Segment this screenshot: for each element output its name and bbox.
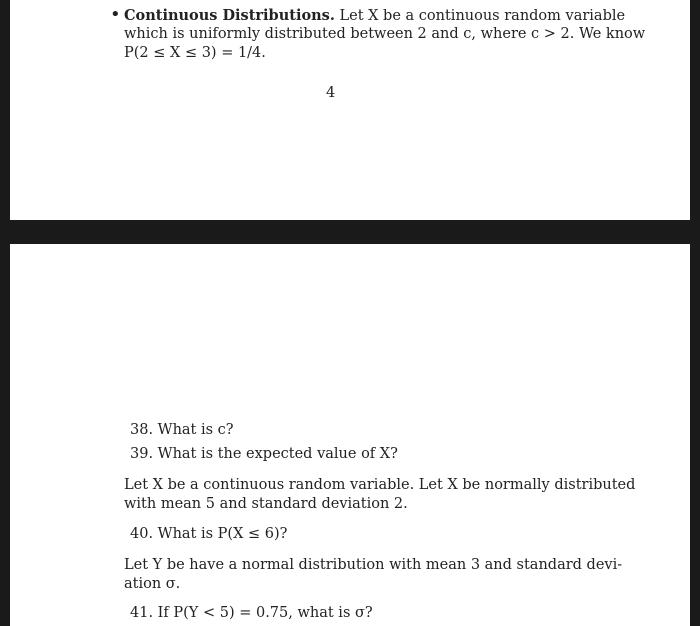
paragraph-y-line-2: ation σ. xyxy=(124,576,181,592)
document-page-2 xyxy=(10,244,690,626)
intro-line-2: which is uniformly distributed between 2 and c, where c > 2. We know xyxy=(124,26,646,42)
question-40: 40. What is P(X ≤ 6)? xyxy=(130,526,288,542)
paragraph-normal-line-2: with mean 5 and standard deviation 2. xyxy=(124,496,408,512)
intro-line-1-rest: Let X be a continuous random variable xyxy=(334,8,626,24)
paragraph-y-line-1: Let Y be have a normal distribution with mean 3 and standard devi- xyxy=(124,557,623,573)
section-title: Continuous Distributions. xyxy=(124,7,335,24)
question-41: 41. If P(Y < 5) = 0.75, what is σ? xyxy=(130,605,373,621)
paragraph-normal-line-1: Let X be a continuous random variable. Let X be normally distributed xyxy=(124,477,636,493)
intro-line-3: P(2 ≤ X ≤ 3) = 1/4. xyxy=(124,45,266,61)
page-number: 4 xyxy=(326,85,336,101)
question-38: 38. What is c? xyxy=(130,422,234,438)
bullet-point: • xyxy=(110,4,121,25)
intro-line-1 xyxy=(124,6,625,26)
document-page-1 xyxy=(10,0,690,220)
question-39: 39. What is the expected value of X? xyxy=(130,446,398,462)
